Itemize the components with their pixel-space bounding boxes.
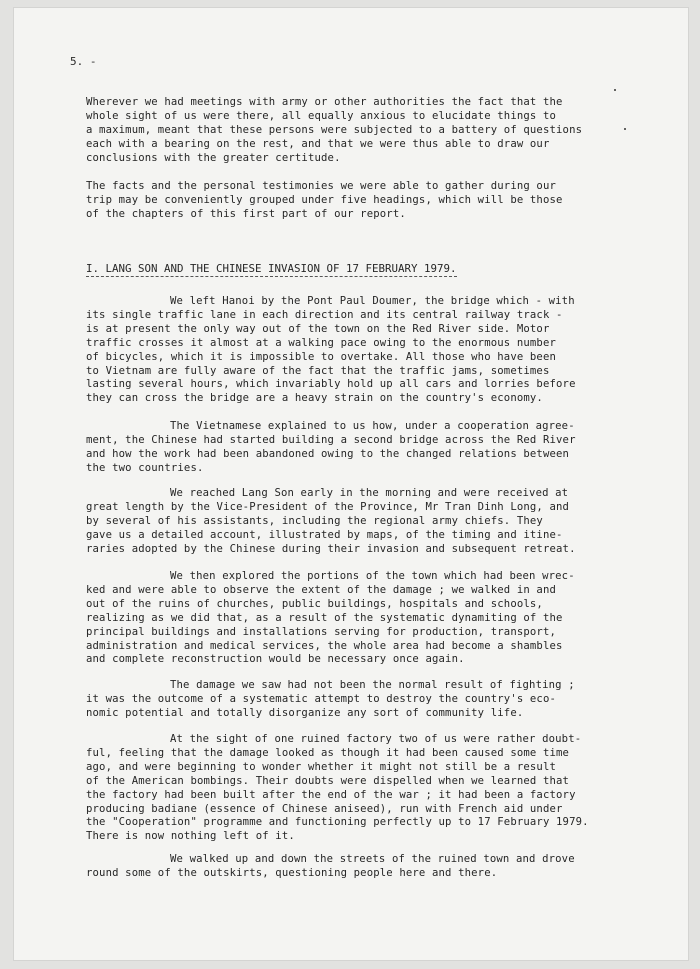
text-line: whole sight of us were there, all equally anxious to elucidate things to — [86, 109, 557, 122]
text-line: lasting several hours, which invariably hold up all cars and lorries before — [86, 378, 576, 391]
paragraph-lines — [86, 733, 606, 844]
scan-speck — [624, 128, 626, 130]
text-line: traffic crosses it almost at a walking pace owing to the enormous number — [86, 336, 557, 349]
text-line: The damage we saw had not been the normal result of fighting ; — [170, 679, 575, 691]
text-line: is at present the only way out of the town on the Red River side. Motor — [86, 322, 550, 335]
paragraph-lines — [86, 570, 606, 667]
text-line: producing badiane (essence of Chinese aniseed), run with French aid under — [86, 802, 563, 815]
section-heading-text: I. LANG SON AND THE CHINESE INVASION OF 17 FEBRUARY 1979. — [86, 262, 457, 275]
paragraph-8 — [86, 733, 606, 844]
text-line: Wherever we had meetings with army or other authorities the fact that the — [86, 96, 563, 108]
text-line: realizing as we did that, as a result of the systematic dynamiting of the — [86, 611, 563, 624]
text-line: The facts and the personal testimonies we were able to gather during our — [86, 180, 557, 192]
text-line: of the American bombings. Their doubts were dispelled when we learned that — [86, 774, 570, 787]
text-line: out of the ruins of churches, public buildings, hospitals and schools, — [86, 597, 543, 610]
text-line: great length by the Vice-President of the Province, Mr Tran Dinh Long, and — [86, 500, 570, 513]
text-line: ked and were able to observe the extent of the damage ; we walked in and — [86, 583, 557, 596]
paragraph-5 — [86, 487, 606, 557]
text-line: the "Cooperation" programme and functioning perfectly up to 17 February 1979. — [86, 816, 589, 829]
paragraph-6 — [86, 570, 606, 667]
text-line: There is now nothing left of it. — [86, 830, 295, 843]
text-line: of bicycles, which it is impossible to overtake. All those who have been — [86, 350, 557, 363]
scan-speck — [614, 89, 616, 91]
text-line: We reached Lang Son early in the morning and were received at — [170, 487, 569, 499]
text-line: We walked up and down the streets of the ruined town and drove — [170, 853, 575, 865]
text-line: raries adopted by the Chinese during their invasion and subsequent retreat. — [86, 542, 576, 555]
paragraph-lines — [86, 487, 606, 557]
text-line: and complete reconstruction would be necessary once again. — [86, 653, 465, 666]
paragraph-1 — [86, 96, 606, 166]
text-line: its single traffic lane in each direction and its central railway track - — [86, 308, 563, 321]
paragraph-lines — [86, 420, 606, 476]
text-line: administration and medical services, the whole area had become a shambles — [86, 639, 563, 652]
text-line: to Vietnam are fully aware of the fact that the traffic jams, sometimes — [86, 364, 550, 377]
paragraph-3 — [86, 295, 606, 406]
text-line: ment, the Chinese had started building a second bridge across the Red River — [86, 433, 576, 446]
text-line: principal buildings and installations serving for production, transport, — [86, 625, 557, 638]
paragraph-9 — [86, 853, 606, 881]
text-line: and how the work had been abandoned owing to the changed relations between — [86, 447, 570, 460]
text-line: by several of his assistants, including the regional army chiefs. They — [86, 514, 543, 527]
text-line: each with a bearing on the rest, and that we were thus able to draw our — [86, 137, 550, 150]
paragraph-lines — [86, 180, 606, 222]
text-line: the factory had been built after the end of the war ; it had been a factory — [86, 788, 576, 801]
paragraph-2 — [86, 180, 606, 222]
text-line: gave us a detailed account, illustrated by maps, of the timing and itine- — [86, 528, 563, 541]
paragraph-lines — [86, 295, 606, 406]
text-line: nomic potential and totally disorganize any sort of community life. — [86, 706, 524, 719]
text-line: a maximum, meant that these persons were subjected to a battery of questions — [86, 123, 583, 136]
paragraph-lines — [86, 853, 606, 881]
text-line: At the sight of one ruined factory two of us were rather doubt- — [170, 733, 582, 745]
text-line: they can cross the bridge are a heavy strain on the country's economy. — [86, 392, 543, 405]
text-line: The Vietnamese explained to us how, under a cooperation agree- — [170, 420, 575, 432]
text-line: trip may be conveniently grouped under five headings, which will be those — [86, 193, 563, 206]
text-line: ful, feeling that the damage looked as though it had been caused some time — [86, 746, 570, 759]
text-line: of the chapters of this first part of our report. — [86, 207, 406, 220]
text-line: We then explored the portions of the town which had been wrec- — [170, 570, 575, 582]
text-line: ago, and were beginning to wonder whether it might not still be a result — [86, 760, 557, 773]
page-number: 5. - — [70, 55, 97, 68]
paragraph-4 — [86, 420, 606, 476]
text-line: We left Hanoi by the Pont Paul Doumer, the bridge which - with — [170, 295, 575, 307]
text-line: conclusions with the greater certitude. — [86, 151, 341, 164]
section-heading — [86, 262, 457, 275]
text-line: the two countries. — [86, 461, 204, 474]
paragraph-lines — [86, 679, 606, 721]
paragraph-lines — [86, 96, 606, 166]
paragraph-7 — [86, 679, 606, 721]
text-line: round some of the outskirts, questioning people here and there. — [86, 866, 498, 879]
text-line: it was the outcome of a systematic attempt to destroy the country's eco- — [86, 692, 557, 705]
